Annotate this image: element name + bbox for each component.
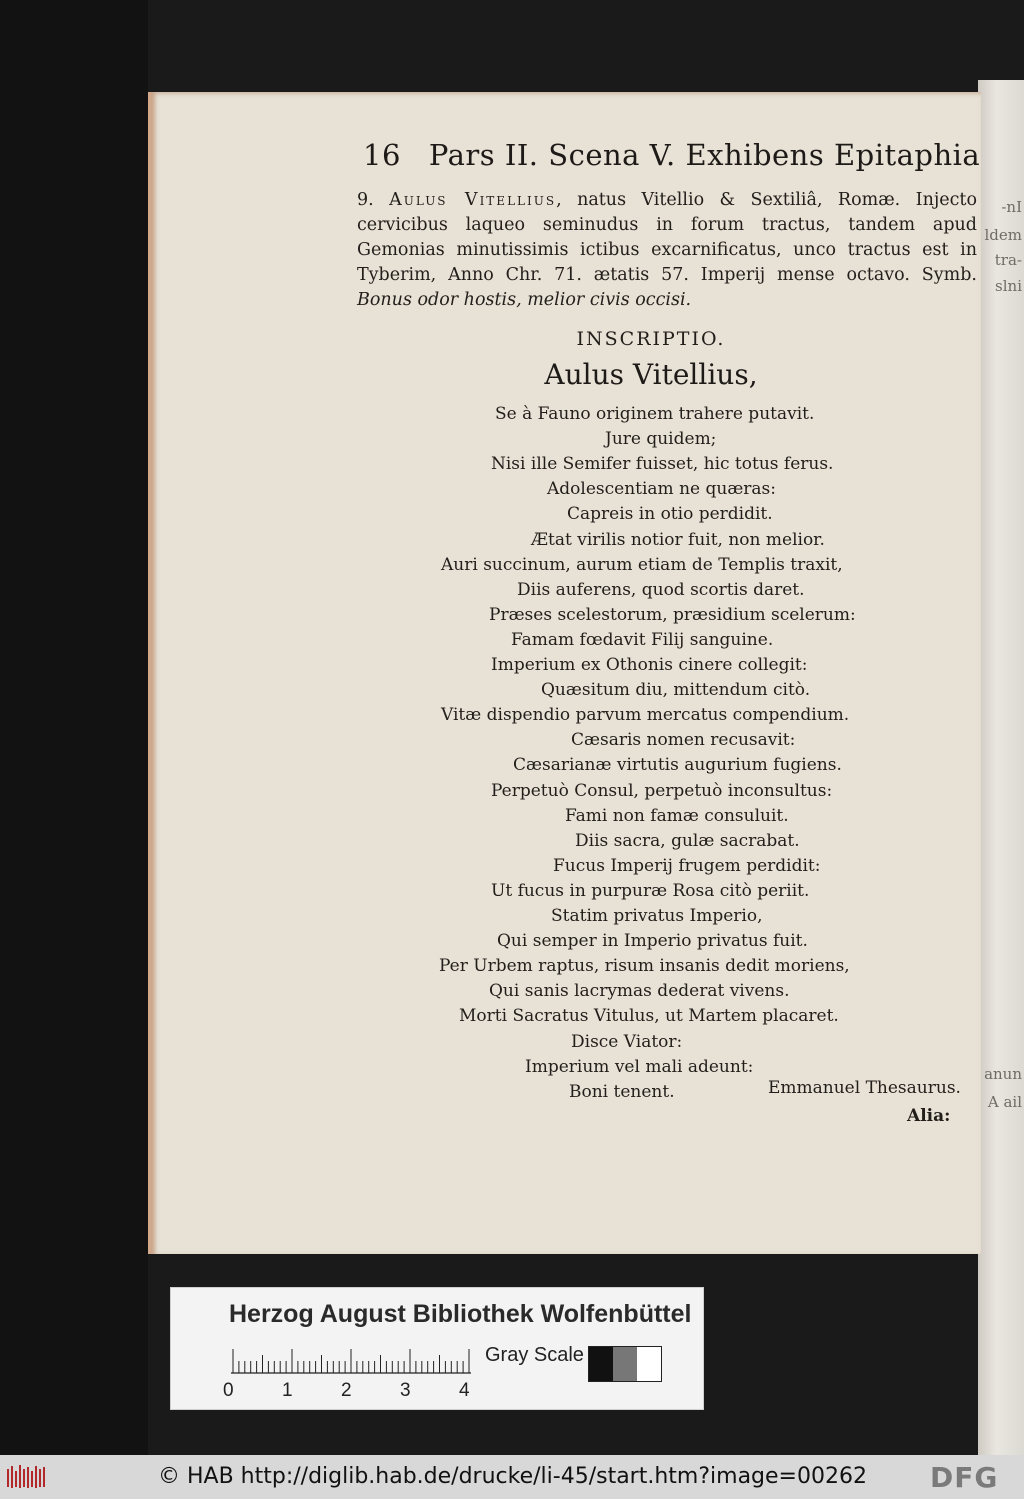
inscription-line: Statim privatus Imperio, xyxy=(551,906,763,926)
entry-number: 9. xyxy=(357,190,374,210)
inscription-line: Auri succinum, aurum etiam de Templis traxit, xyxy=(441,555,843,575)
gray-scale-label: Gray Scale xyxy=(485,1344,584,1366)
ruler-number: 1 xyxy=(282,1380,293,1401)
inscription-line: Vitæ dispendio parvum mercatus compendium. xyxy=(441,705,850,725)
inscription-line: Famam fœdavit Filij sanguine. xyxy=(511,630,774,650)
swatch-white xyxy=(637,1347,661,1381)
ruler-number: 4 xyxy=(459,1380,470,1401)
ghost-text: anun xyxy=(984,1065,1022,1083)
inscription-line: Morti Sacratus Vitulus, ut Martem placaret. xyxy=(459,1006,839,1026)
ghost-text: A ail xyxy=(987,1093,1022,1111)
inscription-line: Præses scelestorum, præsidium scelerum: xyxy=(489,605,856,625)
inscription-line: Cæsaris nomen recusavit: xyxy=(571,730,796,750)
ghost-text: slni xyxy=(995,277,1022,295)
inscription-line: Ut fucus in purpuræ Rosa citò periit. xyxy=(491,881,810,901)
inscription-line: Cæsarianæ virtutis augurium fugiens. xyxy=(513,755,842,775)
ghost-text: -nI xyxy=(1001,198,1022,216)
ruler-number: 2 xyxy=(341,1380,352,1401)
inscription-line: Diis auferens, quod scortis daret. xyxy=(517,580,805,600)
gray-scale-swatch xyxy=(588,1346,662,1382)
inscription-line: Qui semper in Imperio privatus fuit. xyxy=(497,931,808,951)
inscription-line: Fucus Imperij frugem perdidit: xyxy=(553,856,821,876)
book-page xyxy=(148,92,981,1254)
inscription-line: Fami non famæ consuluit. xyxy=(565,806,789,826)
intro-paragraph xyxy=(357,188,977,313)
inscription-line: Qui sanis lacrymas dederat vivens. xyxy=(489,981,790,1001)
entry-name: Aulus Vitellius xyxy=(389,190,557,210)
inscription-line: Imperium vel mali adeunt: xyxy=(525,1057,754,1077)
dfg-logo: DFG xyxy=(930,1461,999,1494)
inscription-name: Aulus Vitellius, xyxy=(544,358,758,391)
inscription-line: Se à Fauno originem trahere putavit. xyxy=(495,404,815,424)
signature: Emmanuel Thesaurus. xyxy=(768,1078,961,1098)
inscription-line: Nisi ille Semifer fuisset, hic totus ferus. xyxy=(491,454,834,474)
viewer-footer xyxy=(0,1455,1024,1499)
ghost-text: ldem xyxy=(984,226,1022,244)
page-number: 16 xyxy=(363,138,401,172)
catchword: Alia: xyxy=(907,1106,951,1126)
inscription-line: Jure quidem; xyxy=(605,429,717,449)
ruler-number: 0 xyxy=(223,1380,234,1401)
inscription-line: Ætat virilis notior fuit, non melior. xyxy=(531,530,825,550)
inscription-line: Disce Viator: xyxy=(571,1032,683,1052)
inscription-line: Imperium ex Othonis cinere collegit: xyxy=(491,655,808,675)
inscription-line: Boni tenent. xyxy=(569,1082,675,1102)
inscription-title: INSCRIPTIO. xyxy=(576,328,726,350)
library-name: Herzog August Bibliothek Wolfenbüttel xyxy=(229,1300,692,1328)
inscription-line: Quæsitum diu, mittendum citò. xyxy=(541,680,811,700)
entry-text: , natus Vitellio & Sextiliâ, Romæ. Injecto cervicibus laqueo seminudus in forum tractus, tandem apud Gemonias minutissimis ictibus excarnificatus, unco tractus est in Tyberim, Anno Chr. 71. ætatis 57. Imperij mense octavo. Symb. xyxy=(357,190,977,285)
inscription-line: Per Urbem raptus, risum insanis dedit moriens, xyxy=(439,956,850,976)
next-page-edge xyxy=(978,80,1024,1455)
scan-background xyxy=(0,0,148,1455)
ruler-icon xyxy=(231,1344,471,1374)
copyright-url[interactable]: © HAB http://diglib.hab.de/drucke/li-45/start.htm?image=00262 xyxy=(158,1464,867,1489)
entry-symbol: Bonus odor hostis, melior civis occisi. xyxy=(357,290,692,310)
inscription-line: Diis sacra, gulæ sacrabat. xyxy=(575,831,800,851)
running-header xyxy=(363,138,981,172)
color-card xyxy=(170,1287,704,1410)
swatch-gray xyxy=(613,1347,637,1381)
inscription-line: Adolescentiam ne quæras: xyxy=(547,479,777,499)
running-title: Pars II. Scena V. Exhibens Epitaphia xyxy=(428,138,981,172)
inscription-line: Capreis in otio perdidit. xyxy=(567,504,773,524)
ghost-text: tra- xyxy=(994,251,1022,269)
hab-logo-icon xyxy=(6,1463,48,1491)
inscription-line: Perpetuò Consul, perpetuò inconsultus: xyxy=(491,781,833,801)
swatch-black xyxy=(589,1347,613,1381)
ruler-number: 3 xyxy=(400,1380,411,1401)
